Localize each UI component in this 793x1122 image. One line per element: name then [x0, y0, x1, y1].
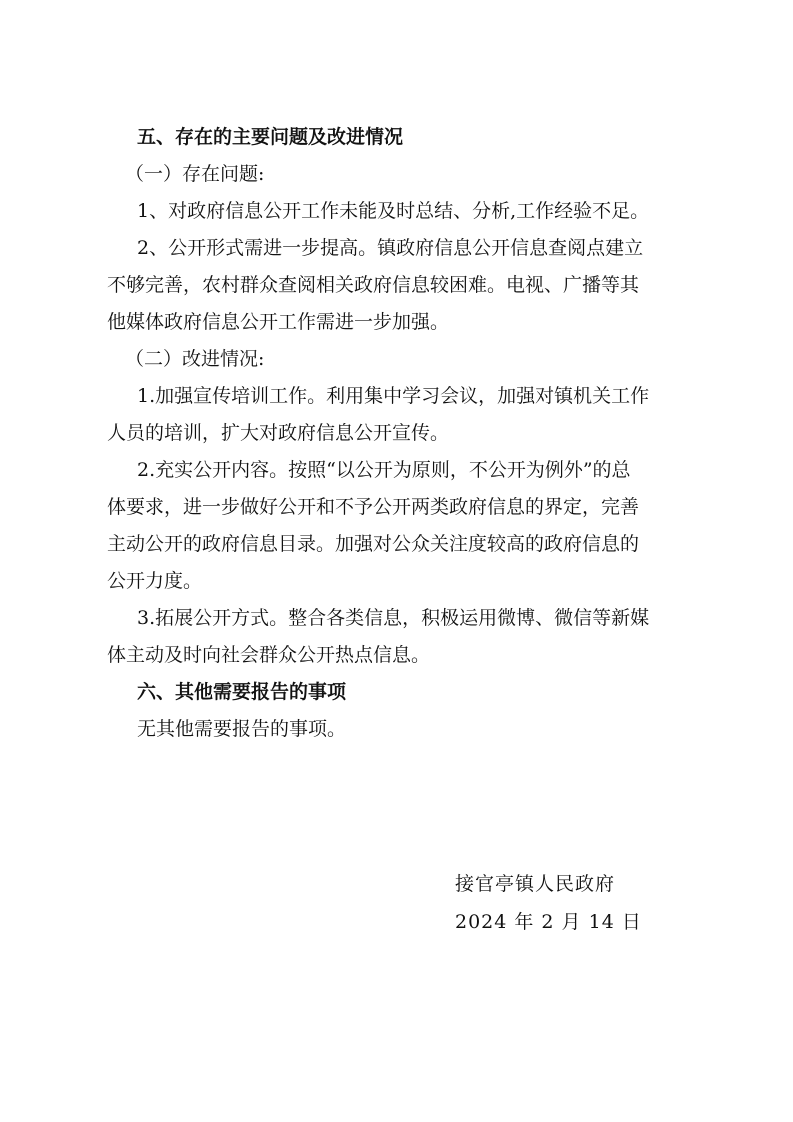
improvement-item-2-line-1: 2.充实公开内容。按照“以公开为原则，不公开为例外”的总	[137, 459, 631, 481]
problems-heading: （一）存在问题:	[125, 163, 265, 185]
improvements-heading: （二）改进情况:	[125, 348, 265, 370]
improvement-item-2-line-4: 公开力度。	[107, 570, 203, 592]
improvement-item-3-line-1: 3.拓展公开方式。整合各类信息，积极运用微博、微信等新媒	[137, 607, 650, 629]
improvement-item-2-line-2: 体要求，进一步做好公开和不予公开两类政府信息的界定，完善	[107, 496, 640, 518]
problem-item-2-line-2: 不够完善，农村群众查阅相关政府信息较困难。电视、广播等其	[107, 274, 640, 296]
problem-item-1: 1、对政府信息公开工作未能及时总结、分析,工作经验不足。	[137, 200, 650, 222]
section-6-body: 无其他需要报告的事项。	[137, 718, 347, 740]
improvement-item-1-line-2: 人员的培训，扩大对政府信息公开宣传。	[107, 422, 450, 444]
improvement-item-2-line-3: 主动公开的政府信息目录。加强对公众关注度较高的政府信息的	[107, 533, 640, 555]
section-6-heading: 六、其他需要报告的事项	[137, 681, 347, 703]
improvement-item-1-line-1: 1.加强宣传培训工作。利用集中学习会议，加强对镇机关工作	[137, 385, 650, 407]
section-5-heading: 五、存在的主要问题及改进情况	[137, 126, 404, 148]
document-body	[107, 119, 713, 748]
problem-item-2-line-1: 2、公开形式需进一步提高。镇政府信息公开信息查阅点建立	[137, 237, 644, 259]
signature-block	[455, 865, 715, 941]
problem-item-2-line-3: 他媒体政府信息公开工作需进一步加强。	[107, 311, 450, 333]
signature-organization: 接官亭镇人民政府	[455, 873, 616, 895]
improvement-item-3-line-2: 体主动及时向社会群众公开热点信息。	[107, 644, 431, 666]
signature-date: 2024 年 2 月 14 日	[455, 911, 642, 933]
